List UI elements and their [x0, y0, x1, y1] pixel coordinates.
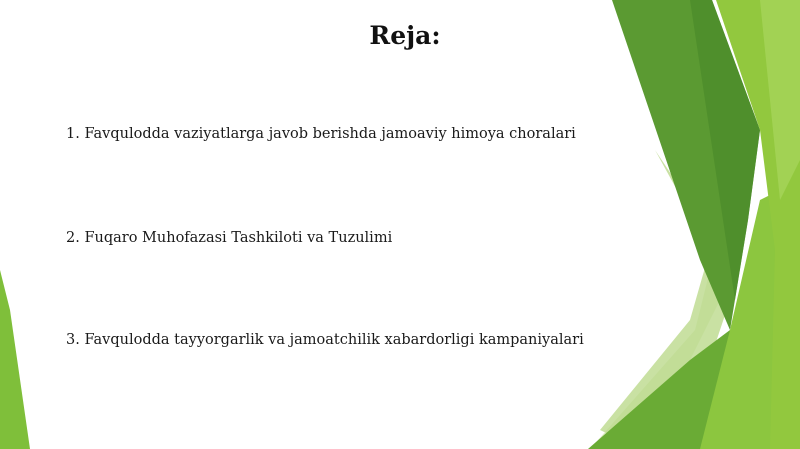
left-green-sliver	[0, 270, 30, 449]
slide-title: Reja:	[369, 21, 441, 50]
plan-item-1: 1. Favqulodda vaziyatlarga javob berishda jamoaviy himoya choralari	[66, 126, 576, 142]
plan-item-3: 3. Favqulodda tayyorgarlik va jamoatchilik xabardorligi kampaniyalari	[66, 332, 584, 348]
plan-item-2: 2. Fuqaro Muhofazasi Tashkiloti va Tuzulimi	[66, 230, 393, 246]
